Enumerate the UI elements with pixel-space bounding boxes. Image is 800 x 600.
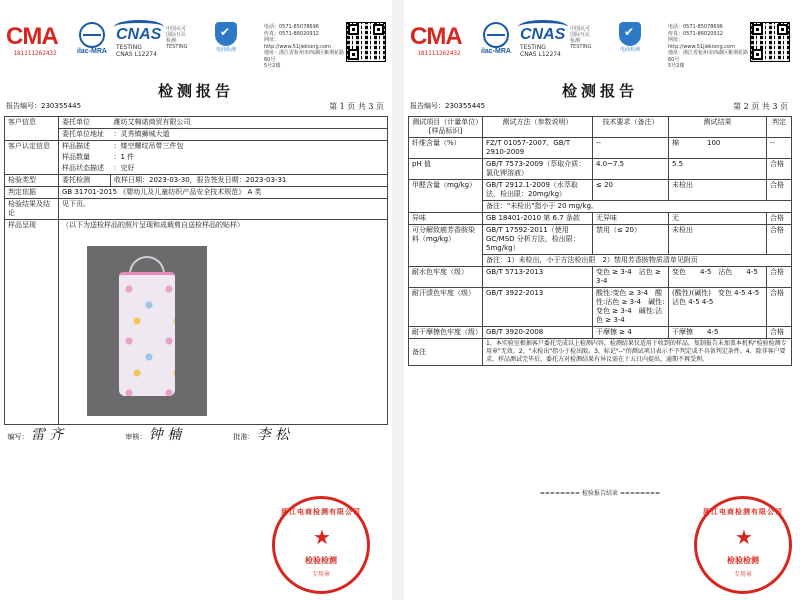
field-label: 样品数量 <box>59 152 111 163</box>
star-icon: ★ <box>313 525 331 549</box>
test-method: GB/T 17592-2011（使用 GC/MSD 分析方法，检出限：5mg/kg） <box>483 225 593 255</box>
column-header: 测试方法（参数说明） <box>483 117 593 138</box>
verdict: 合格 <box>767 267 792 288</box>
table-row <box>5 175 388 187</box>
seal-bottom-text: 专用章 <box>733 571 752 578</box>
field-value: ：镂空螺纹吊带三件包 <box>111 141 388 153</box>
table-row <box>5 117 388 129</box>
table-row <box>5 152 388 163</box>
cnas-number: CNAS L12274 <box>520 51 561 58</box>
cnas-arc-icon <box>114 20 164 34</box>
report-title: 检测报告 <box>157 82 234 100</box>
verdict: 合格 <box>767 288 792 327</box>
cma-logo <box>410 24 468 58</box>
contact-info <box>668 24 748 70</box>
field-value: ：灵秀镇狮城大道 <box>111 129 388 141</box>
garment-image <box>119 272 175 396</box>
test-method: FZ/T 01057-2007、GB/T 2910-2009 <box>483 138 593 159</box>
column-header: 技术要求（备注） <box>593 117 669 138</box>
table-row <box>409 213 792 225</box>
remarks-text: 1、本实验室根据客户委托完成以上检测内容，检测结果仅适用于收到的样品。复制报告未加盖本机构"检验检测专用章"无效。2、"未检出"指小于检出限。3、标记"--"的测试项目表示不予判定或不具备判定条件。4、除非客户要求，样品测试完毕后，委托方对检测结果有异议需在十五日内提出，逾期不再受理。 <box>483 339 792 366</box>
table-row <box>5 129 388 141</box>
cert-line: 检测 <box>166 38 177 44</box>
field-value: ：1 件 <box>111 152 388 163</box>
cert-line: 检测 <box>570 38 581 44</box>
row-label: 客户认定信息 <box>5 141 59 175</box>
cert-line: 国际互认 <box>570 32 591 38</box>
table-row <box>409 138 792 159</box>
table-row <box>409 225 792 255</box>
star-icon: ★ <box>735 525 753 549</box>
report-end-marker: ======== 检验报告结束 ======== <box>539 490 661 497</box>
test-method: GB/T 2912.1-2009（水萃取法，检出限：20mg/kg） <box>483 180 593 201</box>
cnas-logo-text: CNAS <box>116 26 162 43</box>
cma-number: 181111262432 <box>13 50 57 57</box>
official-seal <box>272 496 370 594</box>
test-item: 可分解致癌芳香胺染料（mg/kg） <box>409 225 483 267</box>
test-result: 变色 4-5 沾色 4-5 <box>669 267 767 288</box>
test-result: 棉 100 <box>669 138 767 159</box>
page-number: 第 1 页 共 3 页 <box>329 102 384 111</box>
contact-line: 电话：0571-85078696 <box>668 24 723 30</box>
table-row <box>5 220 388 425</box>
requirement: 干摩擦 ≥ 4 <box>593 327 669 339</box>
test-result: (酸性)(碱性) 变色 4-5 4-5 沾色 4-5 4-5 <box>669 288 767 327</box>
table-row <box>409 267 792 288</box>
column-header: 判定 <box>767 117 792 138</box>
contact-line: 5号2楼 <box>264 63 281 69</box>
table-header-row <box>409 117 792 138</box>
verdict: 合格 <box>767 225 792 255</box>
report-number: 报告编号：230355445 <box>6 102 82 110</box>
header-logos <box>410 18 800 68</box>
remark: 备注："未检出"指小于 20 mg/kg。 <box>483 201 792 213</box>
row-label: 客户信息 <box>5 117 59 141</box>
ecommerce-testing-logo <box>608 22 652 62</box>
test-method: GB/T 3922-2013 <box>483 288 593 327</box>
requirement: 无异味 <box>593 213 669 225</box>
test-item: 耐水色牢度（级） <box>409 267 483 288</box>
field-value: 见下页。 <box>59 199 388 220</box>
contact-line: 地址：浙江省杭州市西湖区紫荆花路60号 <box>668 50 749 63</box>
field-value: ：完好 <box>111 163 388 175</box>
test-result: 干摩擦 4-5 <box>669 327 767 339</box>
ilac-mra-logo <box>476 22 516 62</box>
contact-info <box>264 24 344 70</box>
verdict: 合格 <box>767 180 792 201</box>
shield-check-icon <box>215 22 237 46</box>
test-item: 耐干摩擦色牢度（级） <box>409 327 483 339</box>
requirement: 4.0~7.5 <box>593 159 669 180</box>
shield-label: 电商检测 <box>215 47 236 53</box>
remark: 备注：1）未检出，小于方法检出限 2）禁用芳香胺物质清单见附页 <box>483 255 792 267</box>
qr-code-icon <box>346 22 386 62</box>
approver-label: 批准： <box>233 433 255 441</box>
test-method: GB/T 5713-2013 <box>483 267 593 288</box>
field-label: 委托检测 <box>59 175 111 187</box>
test-item: pH 值 <box>409 159 483 180</box>
cma-number: 181111262432 <box>417 50 461 57</box>
field-label: 委托单位地址 <box>59 129 111 141</box>
test-item: 耐汗渍色牢度（级） <box>409 288 483 327</box>
test-method: GB 18401-2010 第 6.7 条款 <box>483 213 593 225</box>
table-row <box>409 339 792 366</box>
requirement: 变色 ≥ 3-4 沾色 ≥ 3-4 <box>593 267 669 288</box>
test-results-table <box>408 116 792 366</box>
table-row <box>409 159 792 180</box>
contact-line: 传真：0571-86020912 <box>668 30 723 37</box>
cnas-arc-icon <box>518 20 568 34</box>
field-value: 收样日期：2023-03-30，报告签发日期：2023-03-31 <box>111 175 388 187</box>
field-label: 样品描述 <box>59 141 111 153</box>
requirement: 酸性:变色 ≥ 3-4 酸性:沾色 ≥ 3-4 碱性:变色 ≥ 3-4 碱性:沾色 ≥ 3-4 <box>593 288 669 327</box>
seal-mid-text: 检验检测 <box>727 556 759 565</box>
field-label: 委托单位 <box>59 117 111 129</box>
globe-icon <box>483 22 509 48</box>
cert-line: TESTING <box>570 44 592 50</box>
cnas-sub: TESTING <box>116 44 142 51</box>
test-result: 未检出 <box>669 225 767 255</box>
requirement: -- <box>593 138 669 159</box>
contact-line: 电话：0571-85078696 <box>264 24 319 30</box>
seal-bottom-text: 专用章 <box>311 571 330 578</box>
test-item: 备注 <box>409 339 483 366</box>
signatures <box>5 425 388 444</box>
report-page-1 <box>0 0 392 600</box>
cert-line: 中国认可 <box>570 26 591 32</box>
verdict: 合格 <box>767 213 792 225</box>
report-title: 检测报告 <box>561 82 638 100</box>
client-info-table <box>4 116 388 443</box>
cert-line: 国际互认 <box>166 32 187 38</box>
verdict: 合格 <box>767 159 792 180</box>
row-label: 检验类型 <box>5 175 59 187</box>
author-signature: 雷 齐 <box>30 427 64 443</box>
cert-line: 中国认可 <box>166 26 187 32</box>
contact-line: 网址：http://www.51jiekiong.com <box>668 37 735 50</box>
table-row <box>5 141 388 153</box>
cert-text <box>570 26 592 50</box>
test-item: 异味 <box>409 213 483 225</box>
table-row <box>5 199 388 220</box>
requirement: 禁用（≤ 20） <box>593 225 669 255</box>
header-logos <box>6 18 396 68</box>
cma-logo <box>6 24 64 58</box>
author-label: 编写： <box>7 433 29 441</box>
test-method: GB/T 7573-2009（萃取介质：氯化钾溶液） <box>483 159 593 180</box>
cert-text <box>166 26 188 50</box>
seal-mid-text: 检验检测 <box>305 556 337 565</box>
signature-row <box>5 425 388 444</box>
table-row <box>409 327 792 339</box>
column-header: 测试结果 <box>669 117 767 138</box>
row-label: 检验结果及结论 <box>5 199 59 220</box>
field-label: 样品状态描述 <box>59 163 111 175</box>
cnas-sub: TESTING <box>520 44 546 51</box>
reviewer-signature: 钟 楠 <box>148 427 182 443</box>
table-row <box>5 187 388 199</box>
test-item: 纤维含量（%） <box>409 138 483 159</box>
approver-signature: 李 松 <box>256 427 290 443</box>
field-value: GB 31701-2015 《婴幼儿及儿童纺织产品安全技术规范》 A 类 <box>59 187 388 199</box>
test-item: 甲醛含量（mg/kg） <box>409 180 483 213</box>
row-label: 判定依据 <box>5 187 59 199</box>
column-header: 测试项目（计量单位）[样品标识] <box>409 117 483 138</box>
ilac-mra-logo <box>72 22 112 62</box>
verdict: 合格 <box>767 327 792 339</box>
verdict: -- <box>767 138 792 159</box>
report-page-2 <box>404 0 796 600</box>
contact-line: 传真：0571-86020912 <box>264 30 319 37</box>
page-number: 第 2 页 共 3 页 <box>733 102 788 111</box>
cnas-logo-text: CNAS <box>520 26 566 43</box>
requirement: ≤ 20 <box>593 180 669 201</box>
contact-line: 5号2楼 <box>668 63 685 69</box>
test-result: 未检出 <box>669 180 767 201</box>
cnas-number: CNAS L12274 <box>116 51 157 58</box>
ilac-logo-text: ilac-MRA <box>481 48 511 55</box>
seal-ring-text: 浙江电商检测有限公司 <box>703 508 783 516</box>
photo-caption: （以下为送检样品的照片呈现和成载剪自送检样品的贴样） <box>62 221 244 229</box>
seal-ring-text: 浙江电商检测有限公司 <box>281 508 361 516</box>
contact-line: 地址：浙江省杭州市西湖区紫荆花路60号 <box>264 50 345 63</box>
contact-line: 网址：http://www.51jiekiong.com <box>264 37 331 50</box>
globe-icon <box>79 22 105 48</box>
cnas-logo <box>520 26 566 56</box>
report-number: 报告编号：230355445 <box>410 102 486 110</box>
table-row <box>409 288 792 327</box>
official-seal <box>694 496 792 594</box>
table-row <box>5 163 388 175</box>
ilac-logo-text: ilac-MRA <box>77 48 107 55</box>
cma-logo-text: CMA <box>6 23 58 50</box>
table-row <box>409 180 792 201</box>
test-method: GB/T 3920-2008 <box>483 327 593 339</box>
ecommerce-testing-logo <box>204 22 248 62</box>
cnas-logo <box>116 26 162 56</box>
field-value: 潍坊艾棉诺商贸有限公司 <box>111 117 388 129</box>
shield-check-icon <box>619 22 641 46</box>
sample-photo <box>87 246 207 416</box>
reviewer-label: 审核： <box>125 433 147 441</box>
test-result: 5.5 <box>669 159 767 180</box>
shield-label: 电商检测 <box>619 47 640 53</box>
sample-photo-cell <box>59 220 388 425</box>
cert-line: TESTING <box>166 44 188 50</box>
qr-code-icon <box>750 22 790 62</box>
cma-logo-text: CMA <box>410 23 462 50</box>
row-label: 样品呈现 <box>5 220 59 425</box>
page-gutter <box>392 0 404 600</box>
test-result: 无 <box>669 213 767 225</box>
